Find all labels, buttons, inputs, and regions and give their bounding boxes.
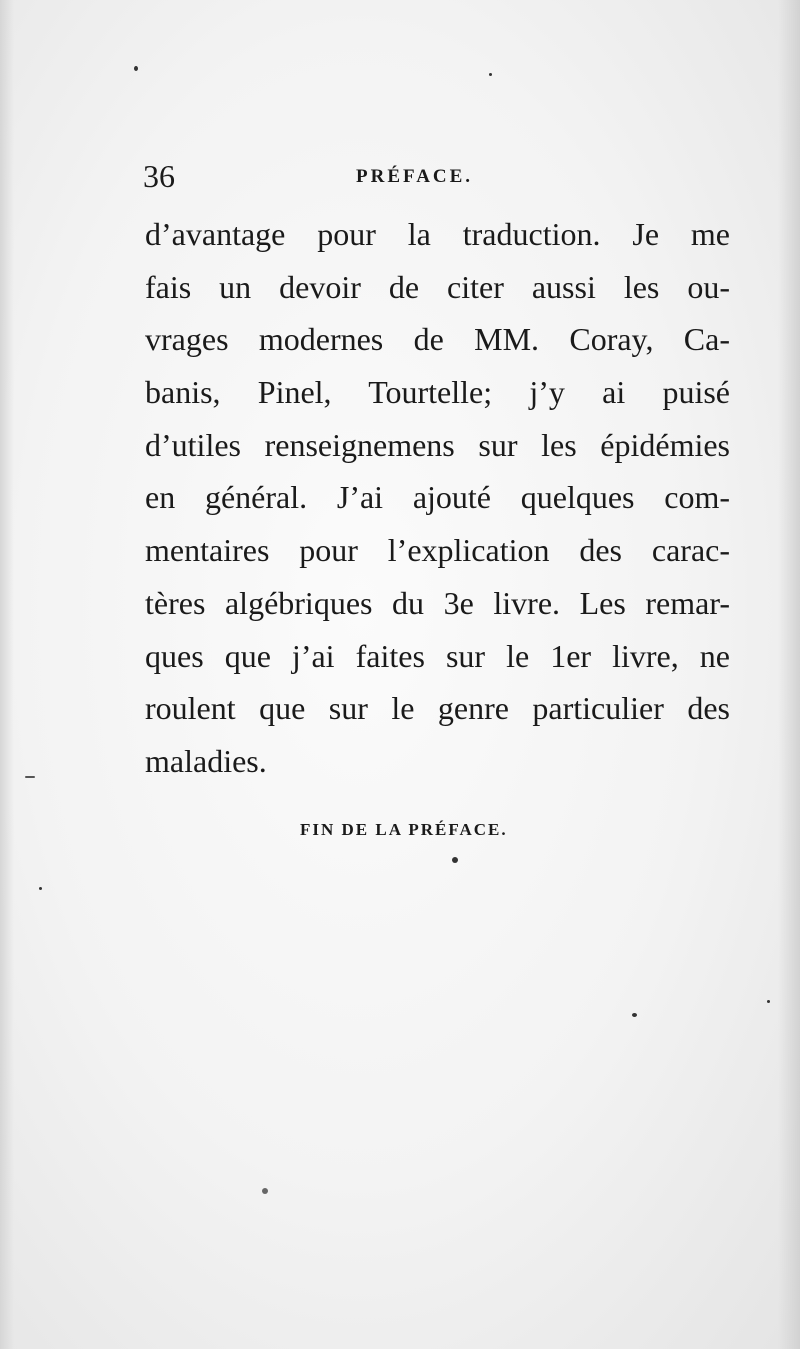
page-header bbox=[143, 156, 728, 196]
ink-speck bbox=[767, 1000, 770, 1003]
ink-speck bbox=[39, 887, 42, 890]
page-edge-shadow-right bbox=[778, 0, 800, 1349]
text-line: d’utiles renseignemens sur les épidémies bbox=[145, 426, 730, 463]
text-line: ques que j’ai faites sur le 1er livre, ne bbox=[145, 637, 730, 674]
text-line: banis, Pinel, Tourtelle; j’y ai puisé bbox=[145, 374, 730, 411]
text-line: tères algébriques du 3e livre. Les remar- bbox=[145, 584, 730, 621]
ink-speck bbox=[25, 776, 35, 778]
ink-speck bbox=[134, 66, 138, 71]
end-of-preface-marker: FIN DE LA PRÉFACE. bbox=[300, 820, 508, 839]
body-text bbox=[145, 208, 730, 788]
text-line: en général. J’ai ajouté quelques com- bbox=[145, 479, 730, 516]
text-line: d’avantage pour la traduction. Je me bbox=[145, 216, 730, 252]
text-line: mentaires pour l’explication des carac- bbox=[145, 532, 730, 569]
text-line: fais un devoir de citer aussi les ou- bbox=[145, 268, 730, 305]
ink-speck bbox=[452, 857, 458, 863]
text-line: roulent que sur le genre particulier des bbox=[145, 690, 730, 727]
page-number: 36 bbox=[143, 158, 175, 194]
text-line: vrages modernes de MM. Coray, Ca- bbox=[145, 321, 730, 358]
page-edge-shadow-left bbox=[0, 0, 14, 1349]
ink-speck bbox=[489, 73, 492, 76]
text-line-last: maladies. bbox=[145, 742, 267, 779]
running-title: PRÉFACE. bbox=[356, 166, 474, 187]
ink-speck bbox=[262, 1188, 268, 1194]
ink-speck bbox=[632, 1013, 637, 1017]
